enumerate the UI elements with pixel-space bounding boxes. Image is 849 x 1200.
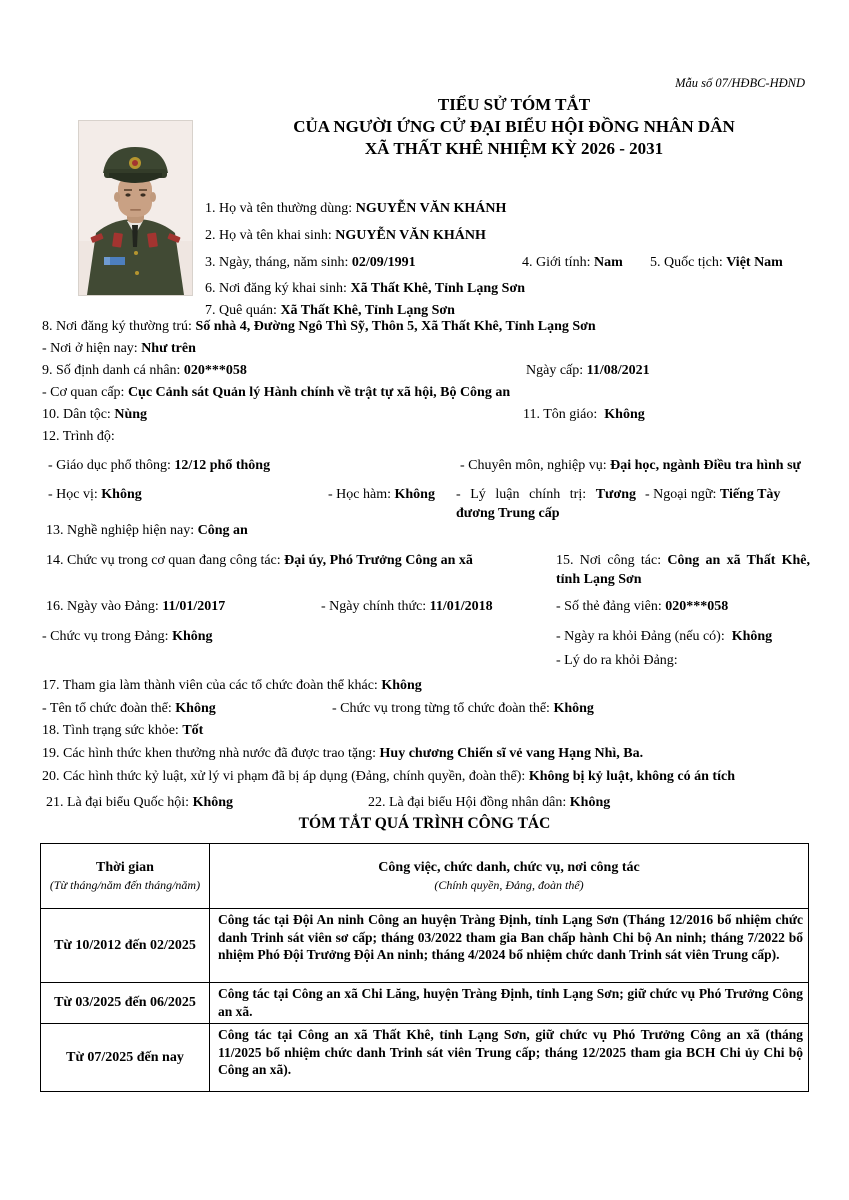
field-value: Không (553, 701, 594, 716)
career-table-header-row (41, 844, 808, 908)
row-nghe-nghiep (46, 521, 248, 540)
field-value: NGUYỄN VĂN KHÁNH (335, 228, 486, 243)
field-value: 12/12 phổ thông (174, 458, 271, 473)
row-ten-khai-sinh (205, 226, 486, 245)
field-value: 020***058 (183, 363, 247, 378)
field-label: 7. Quê quán: (205, 303, 277, 318)
row-trinh-do (42, 427, 115, 446)
row-khen-thuong (42, 744, 643, 763)
field-label: 4. Giới tính: (522, 255, 591, 270)
row-ten-to-chuc (42, 699, 216, 718)
title-line-2: CỦA NGƯỜI ỨNG CỬ ĐẠI BIỂU HỘI ĐỒNG NHÂN DÂN (293, 117, 735, 136)
title-line-1: TIỂU SỬ TÓM TẮT (437, 95, 591, 114)
field-label: 2. Họ và tên khai sinh: (205, 228, 332, 243)
field-label: - Ngày ra khỏi Đảng (nếu có): (556, 629, 725, 644)
field-value: Không (381, 678, 422, 693)
row-thuong-tru (42, 317, 596, 336)
field-label: 20. Các hình thức kỷ luật, xử lý vi phạm đã bị áp dụng (Đảng, chính quyền, đoàn thể): (42, 769, 526, 784)
field-label: - Lý do ra khỏi Đảng: (556, 653, 678, 668)
field-value: Không (569, 795, 611, 810)
field-label: 5. Quốc tịch: (650, 255, 723, 270)
field-value: 02/09/1991 (351, 255, 416, 270)
row-ngay-chinh-thuc (321, 597, 493, 616)
row-hoc-vi (48, 485, 142, 504)
field-label: 8. Nơi đăng ký thường trú: (42, 319, 192, 334)
field-label: 16. Ngày vào Đảng: (46, 599, 159, 614)
row-quoc-tich (650, 253, 783, 272)
row-ngoai-ngu (645, 485, 780, 504)
field-value: NGUYỄN VĂN KHÁNH (355, 201, 507, 216)
field-value: Đại học, ngành Điều tra hình sự (610, 458, 801, 473)
row-ngay-ra-khoi-dang (556, 627, 772, 646)
row-chuc-vu-trong-dang (42, 627, 213, 646)
row-chuc-vu-to-chuc (332, 699, 594, 718)
field-value: Như trên (141, 341, 196, 356)
row-chuc-vu-co-quan (46, 551, 473, 570)
field-value: Không (394, 487, 435, 502)
field-label: 3. Ngày, tháng, năm sinh: (205, 255, 349, 270)
field-label: 22. Là đại biểu Hội đồng nhân dân: (368, 795, 567, 810)
field-label: - Giáo dục phổ thông: (48, 458, 171, 473)
field-label: - Ngày chính thức: (321, 599, 427, 614)
row-ngay-sinh (205, 253, 416, 272)
career-row-1 (41, 908, 808, 982)
form-code: Mẫu số 07/HĐBC-HĐND (675, 76, 805, 90)
row-so-dinh-danh (42, 361, 247, 380)
row-co-quan-cap (42, 383, 510, 402)
field-value: Nùng (114, 407, 148, 422)
row-suc-khoe (42, 721, 203, 740)
row-dai-bieu-quoc-hoi (46, 793, 233, 812)
field-value: Xã Thất Khê, Tỉnh Lạng Sơn (350, 281, 525, 296)
field-value: Tiếng Tày (719, 487, 781, 502)
career-row-3-time: Từ 07/2025 đến nay (41, 1024, 210, 1091)
field-label: - Lý luận chính trị: (456, 487, 587, 502)
field-label: - Số thẻ đảng viên: (556, 599, 662, 614)
field-label: - Nơi ở hiện nay: (42, 341, 138, 356)
field-value: Không (172, 629, 213, 644)
row-ky-luat (42, 767, 735, 786)
field-value: Không (101, 487, 142, 502)
title-line-3: XÃ THẤT KHÊ NHIỆM KỲ 2026 - 2031 (364, 139, 664, 158)
field-label: 21. Là đại biểu Quốc hội: (46, 795, 190, 810)
career-section-title: TÓM TẮT QUÁ TRÌNH CÔNG TÁC (298, 815, 551, 832)
field-label: - Chuyên môn, nghiệp vụ: (460, 458, 607, 473)
row-noi-cong-tac (556, 551, 810, 589)
field-value: 11/01/2018 (429, 599, 493, 614)
career-col-time-title: Thời gian (96, 860, 154, 875)
field-label: 10. Dân tộc: (42, 407, 111, 422)
field-label: - Học vị: (48, 487, 98, 502)
row-ly-do-ra-khoi-dang (556, 651, 678, 670)
field-label: - Ngoại ngữ: (645, 487, 717, 502)
field-value: Công an (197, 523, 248, 538)
row-chuyen-mon (460, 456, 801, 475)
field-value: Đại úy, Phó Trưởng Công an xã (284, 553, 473, 568)
row-giao-duc-pho-thong (48, 456, 270, 475)
field-value: Không (604, 407, 645, 422)
field-value: Cục Cảnh sát Quản lý Hành chính về trật tự xã hội, Bộ Công an (127, 385, 511, 400)
career-col-time-subtitle: (Từ tháng/năm đến tháng/năm) (49, 878, 201, 892)
field-value: Nam (593, 255, 623, 270)
career-row-3-detail: Công tác tại Công an xã Thất Khê, tỉnh Lạng Sơn, giữ chức vụ Phó Trưởng Công an xã (tháng 11/2025 bổ nhiệm chức danh Trinh sát viên Trung cấp; tháng 12/2025 tham gia BCH Chi ủy Chi bộ Công an xã). (218, 1027, 803, 1077)
field-value: 11/01/2017 (162, 599, 226, 614)
row-hoc-ham (328, 485, 435, 504)
field-label: 9. Số định danh cá nhân: (42, 363, 181, 378)
row-ly-luan-chinh-tri (456, 485, 636, 523)
field-value: Việt Nam (726, 255, 783, 270)
portrait-photo (78, 120, 193, 296)
career-row-3 (41, 1023, 808, 1091)
field-label: - Học hàm: (328, 487, 391, 502)
row-ton-giao (523, 405, 645, 424)
row-dai-bieu-hdnd (368, 793, 610, 812)
field-value: Không (731, 629, 773, 644)
career-row-2 (41, 982, 808, 1023)
career-row-2-time: Từ 03/2025 đến 06/2025 (41, 983, 210, 1023)
career-col-detail-header (210, 844, 808, 908)
career-row-1-time: Từ 10/2012 đến 02/2025 (41, 909, 210, 982)
field-value: Không (192, 795, 234, 810)
field-value: 11/08/2021 (586, 363, 650, 378)
row-so-the-dang-vien (556, 597, 728, 616)
field-label: - Chức vụ trong Đảng: (42, 629, 169, 644)
career-row-1-detail: Công tác tại Đội An ninh Công an huyện Tràng Định, tỉnh Lạng Sơn (Tháng 12/2016 bổ nhiệm chức danh Trinh sát viên sơ cấp; tháng 03/2022 tham gia Ban chấp hành Chi bộ An ninh; tháng 7/2022 bổ nhiệm Phó Đội Trưởng Đội An ninh; tháng 4/2024 bổ nhiệm chức danh Trinh sát viên Trung cấp). (218, 912, 803, 962)
career-row-2-detail: Công tác tại Công an xã Chi Lăng, huyện Tràng Định, tỉnh Lạng Sơn; giữ chức vụ Phó Trưởng Công an xã. (218, 986, 803, 1019)
career-col-time-header (41, 844, 210, 908)
field-value: Công an xã Thất Khê, tỉnh Lạng Sơn (556, 553, 811, 587)
field-label: 14. Chức vụ trong cơ quan đang công tác: (46, 553, 281, 568)
field-label: 13. Nghề nghiệp hiện nay: (46, 523, 195, 538)
field-label: Ngày cấp: (526, 363, 584, 378)
field-label: - Cơ quan cấp: (42, 385, 125, 400)
field-value: Xã Thất Khê, Tỉnh Lạng Sơn (280, 303, 455, 318)
field-label: 18. Tình trạng sức khỏe: (42, 723, 179, 738)
field-label: 12. Trình độ: (42, 429, 115, 444)
field-label: 19. Các hình thức khen thưởng nhà nước đã được trao tặng: (42, 746, 377, 761)
field-value: 020***058 (665, 599, 729, 614)
field-value: Huy chương Chiến sĩ vẻ vang Hạng Nhì, Ba. (379, 746, 644, 761)
field-label: 1. Họ và tên thường dùng: (205, 201, 353, 216)
row-ngay-vao-dang (46, 597, 225, 616)
field-value: Số nhà 4, Đường Ngô Thì Sỹ, Thôn 5, Xã Thất Khê, Tỉnh Lạng Sơn (195, 319, 596, 334)
field-value: Không (175, 701, 216, 716)
row-to-chuc-doan-the (42, 676, 422, 695)
field-label: 11. Tôn giáo: (523, 407, 598, 422)
field-value: Không bị kỷ luật, không có án tích (528, 769, 735, 784)
field-label: - Tên tổ chức đoàn thể: (42, 701, 172, 716)
row-dan-toc (42, 405, 147, 424)
portrait-photo-drawing (79, 121, 192, 295)
field-value: Tốt (182, 723, 204, 738)
document-title (179, 94, 849, 160)
career-table (40, 843, 809, 1092)
row-ngay-cap (526, 361, 650, 380)
row-noi-o-hien-nay (42, 339, 196, 358)
career-col-detail-subtitle: (Chính quyền, Đảng, đoàn thể) (434, 878, 584, 892)
row-gioi-tinh (522, 253, 623, 272)
career-col-detail-title: Công việc, chức danh, chức vụ, nơi công tác (378, 860, 640, 875)
row-ten-thuong-dung (205, 199, 506, 218)
field-label: 15. Nơi công tác: (556, 553, 662, 568)
field-label: - Chức vụ trong từng tổ chức đoàn thể: (332, 701, 550, 716)
field-label: 17. Tham gia làm thành viên của các tổ chức đoàn thể khác: (42, 678, 378, 693)
field-label: 6. Nơi đăng ký khai sinh: (205, 281, 347, 296)
field-value: Tương đương Trung cấp (456, 487, 636, 521)
row-noi-khai-sinh (205, 279, 525, 298)
